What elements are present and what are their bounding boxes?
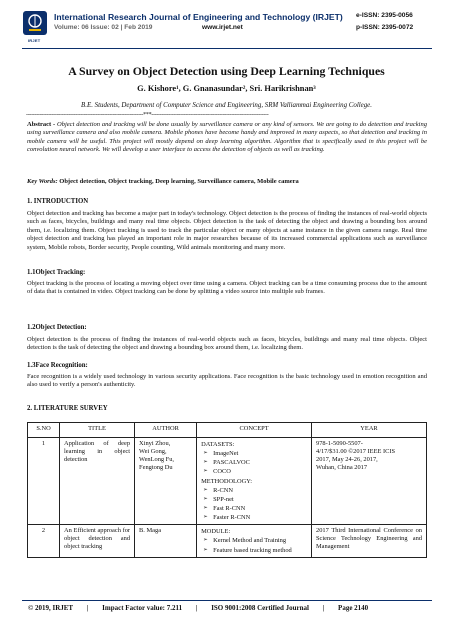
row-year bbox=[312, 438, 427, 525]
arrow-bullet-icon: ➢ bbox=[203, 537, 208, 544]
footer-separator: | bbox=[195, 604, 198, 612]
year-line: 2017, May 24-26, 2017, bbox=[316, 456, 378, 463]
row-authors bbox=[135, 438, 197, 525]
table-header-row bbox=[28, 423, 427, 438]
footer-impact-factor: Impact Factor value: 7.211 bbox=[102, 604, 183, 612]
year-line: Wuhan, China 2017 bbox=[316, 464, 368, 471]
row-title: Application of deep learning in object detection bbox=[60, 438, 135, 525]
keywords-label: Key Words: bbox=[27, 178, 58, 185]
arrow-bullet-icon: ➢ bbox=[203, 450, 208, 456]
footer-divider bbox=[22, 600, 432, 601]
column-header: S.NO bbox=[28, 423, 60, 438]
keywords bbox=[27, 178, 427, 186]
list-item: ➢ Fast R-CNN bbox=[203, 505, 246, 513]
year-line: 978-1-5090-5507- bbox=[316, 440, 363, 447]
heading-face-recognition: 1.3Face Recognition: bbox=[27, 362, 88, 369]
journal-name: International Research Journal of Engineering and Technology (IRJET) bbox=[54, 12, 343, 22]
author-name: B. Maga bbox=[139, 527, 162, 535]
arrow-bullet-icon: ➢ bbox=[203, 486, 208, 493]
abstract-label: Abstract - bbox=[27, 121, 56, 128]
author-name: Xinyi Zhou, bbox=[139, 440, 171, 447]
row-year: 2017 Third International Conference on Science Technology Engineering and Management bbox=[312, 525, 427, 557]
arrow-bullet-icon: ➢ bbox=[203, 505, 208, 512]
table-row bbox=[28, 438, 427, 525]
list-item: ➢ PASCALVOC bbox=[203, 459, 250, 467]
abstract bbox=[27, 121, 427, 155]
author-name: Fengtong Du bbox=[139, 464, 173, 471]
year-line: 4/17/$31.00 ©2017 IEEE ICIS bbox=[316, 448, 396, 455]
footer-separator: | bbox=[322, 604, 325, 612]
list-item: ➢ ImageNet bbox=[203, 450, 239, 457]
journal-header bbox=[0, 0, 453, 50]
row-title: An Efficient approach for object detection and object tracking bbox=[60, 525, 135, 557]
arrow-bullet-icon: ➢ bbox=[203, 495, 208, 502]
e-issn: e-ISSN: 2395-0056 bbox=[356, 12, 413, 19]
paper-title: A Survey on Object Detection using Deep Learning Techniques bbox=[68, 64, 385, 78]
section-separator: ---------------------------------------------------------------------***--------------------------------------------------------------------- bbox=[26, 112, 269, 118]
header-divider bbox=[22, 48, 432, 49]
journal-website-link[interactable]: www.irjet.net bbox=[202, 24, 243, 31]
irjet-logo-icon bbox=[22, 10, 48, 36]
literature-survey-table bbox=[27, 422, 427, 558]
row-concept bbox=[197, 525, 312, 557]
table-row bbox=[28, 525, 427, 557]
arrow-bullet-icon: ➢ bbox=[203, 459, 208, 466]
keywords-text: Object detection, Object tracking, Deep learning, Surveillance camera, Mobile camera bbox=[57, 178, 299, 185]
author-name: WenLong Fu, bbox=[139, 456, 175, 463]
abstract-text: Object detection and tracking will be done usually by surveillance camera or any kind of sensors. We are going to do detection and tracking using surveillance camera and also mobile camera. Mobile phones have become handy and improved in many aspects, so that detection and tracking in mobile camera will be useful. This project will mostly depend on deep learning algorithm. Algorithm that is specifically used in this project will be convolution neural network. We will develop a user interface to access the detection of objects as well as tracking. bbox=[27, 121, 427, 154]
p-issn: p-ISSN: 2395-0072 bbox=[356, 24, 414, 31]
heading-literature-survey: 2. LITERATURE SURVEY bbox=[27, 405, 108, 412]
row-concept bbox=[197, 438, 312, 525]
column-header: YEAR bbox=[312, 423, 427, 438]
volume-issue: Volume: 06 Issue: 02 | Feb 2019 bbox=[54, 24, 153, 31]
concept-label: DATASETS: bbox=[201, 441, 235, 448]
list-item: ➢ R-CNN bbox=[203, 486, 233, 494]
list-item: ➢ Feature based tracking method bbox=[203, 546, 292, 554]
face-recognition-text: Face recognition is a widely used technology in various security applications. Face recognition is the basic technology used in emotion recognition and also used to verify a person's authenticity. bbox=[27, 373, 427, 389]
logo-text: IRJET bbox=[28, 38, 41, 43]
concept-label: MODULE: bbox=[201, 528, 231, 536]
column-header: CONCEPT bbox=[197, 423, 312, 438]
footer-separator: | bbox=[86, 604, 89, 612]
heading-introduction: 1. INTRODUCTION bbox=[27, 198, 89, 205]
author-name: Wei Gong, bbox=[139, 448, 167, 455]
list-item: ➢ Faster R-CNN bbox=[203, 514, 251, 522]
object-detection-text: Object detection is the process of finding the instances of real-world objects such as faces, bicycles, buildings and many real time objects. Object detection is the task of detecting the object and drawing a bounding box around them, i.e. localizing them. bbox=[27, 336, 427, 352]
footer-copyright: © 2019, IRJET bbox=[28, 604, 74, 612]
list-item: ➢ Kernel Method and Training bbox=[203, 537, 287, 545]
heading-object-tracking: 1.1Object Tracking: bbox=[27, 269, 86, 276]
list-item: ➢ SPP-net bbox=[203, 495, 234, 503]
column-header: AUTHOR bbox=[135, 423, 197, 438]
row-authors bbox=[135, 525, 197, 557]
author-affiliation: B.E. Students, Department of Computer Science and Engineering, SRM Valliammai Engineering College. bbox=[81, 102, 372, 109]
paper-authors: G. Kishore¹, G. Gnanasundar², Sri. Harikrishnan³ bbox=[137, 84, 316, 93]
heading-object-detection: 1.2Object Detection: bbox=[27, 324, 87, 331]
footer-iso: ISO 9001:2008 Certified Journal bbox=[211, 604, 309, 612]
row-number: 1 bbox=[28, 438, 60, 525]
arrow-bullet-icon: ➢ bbox=[203, 514, 208, 521]
row-number: 2 bbox=[28, 525, 60, 557]
concept-label: METHODOLOGY: bbox=[201, 477, 252, 485]
page-footer bbox=[28, 604, 428, 612]
arrow-bullet-icon: ➢ bbox=[203, 546, 208, 553]
footer-page-number: Page 2140 bbox=[338, 604, 369, 612]
column-header: TITLE bbox=[60, 423, 135, 438]
list-item: ➢ COCO bbox=[203, 468, 231, 476]
introduction-text: Object detection and tracking has become a major part in today's technology. Object detection is the process of finding the instances of real-world objects such as faces, bicycles, buildings and many real time objects. Object detection is the task of detecting the object and drawing a bounding box around them, i.e. localizing them. Object tracking is used to track the particular object or many objects at same instance in the given camera range. Real time object detection and tracking has played an important role in major researches because of its increased commercial applications such as surveillance system, Mobile robots, Border security, People counting, Wild animals monitoring and many more. bbox=[27, 210, 427, 251]
arrow-bullet-icon: ➢ bbox=[203, 468, 208, 475]
object-tracking-text: Object tracking is the process of locating a moving object over time using a camera. Object tracking can be a time consuming process due to the amount of data that is contained in video. Object tracking can be done by splitting a video source into multiple sub frames. bbox=[27, 280, 427, 296]
